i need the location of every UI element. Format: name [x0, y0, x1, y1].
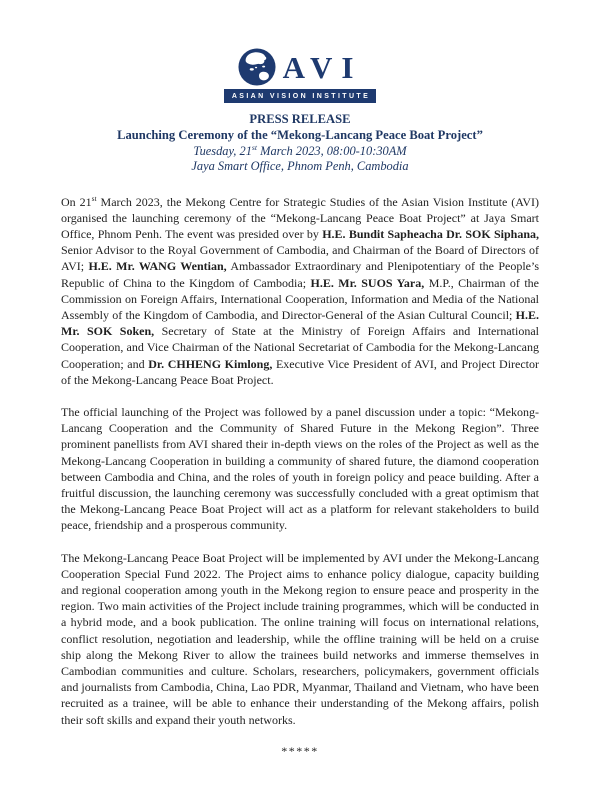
- event-venue: Jaya Smart Office, Phnom Penh, Cambodia: [191, 158, 409, 173]
- paragraph-panel-discussion: The official launching of the Project was followed by a panel discussion under a topic: “Mekong-Lancang Cooperation and the Community of Shared Future in the Mekong Region”. Three prominent panellists from AVI shared their in-depth views on the roles of the Project as well as the Mekong-Lancang Cooperation in building a community of shared future, the diamond cooperation between Cambodia and China, and the roles of youth in foreign policy and peace building. After a fruitful discussion, the launching ceremony was successfully concluded with a great optimism that the Mekong-Lancang Peace Boat Project will act as a platform for relevant stakeholders to build peace, friendship and a prosperous community.: [61, 404, 539, 533]
- logo-row: [238, 48, 363, 86]
- logo-banner-text: ASIAN VISION INSTITUTE: [224, 89, 376, 103]
- event-datetime: Tuesday, 21st March 2023, 08:00-10:30AM: [193, 142, 407, 158]
- document-body: [61, 194, 539, 759]
- end-of-release-mark: *****: [281, 743, 319, 758]
- logo-acronym: AVI: [282, 49, 363, 85]
- press-release-heading: PRESS RELEASE: [249, 111, 351, 126]
- document-header: [61, 48, 539, 174]
- avi-logo: [224, 48, 376, 103]
- paragraph-project-details: The Mekong-Lancang Peace Boat Project will be implemented by AVI under the Mekong-Lancang Cooperation Special Fund 2022. The Project aims to enhance policy dialogue, capacity building and regional cooperation among youth in the Mekong region to ensure peace and prosperity in the region. Two main activities of the Project include training programmes, which will be conducted in a hybrid mode, and a book publication. The online training will focus on international relations, conflict resolution, negotiation and leadership, while the offline training will be held on a cruise ship along the Mekong River to allow the trainees build networks and immerse themselves in Cambodian communities and culture. Scholars, researchers, policymakers, government officials and journalists from Cambodia, China, Lao PDR, Myanmar, Thailand and Vietnam, who have been recruited as a trainee, will be able to enhance their understanding of the Mekong affairs, polish their soft skills and expand their youth networks.: [61, 550, 539, 727]
- paragraph-opening: On 21st March 2023, the Mekong Centre for Strategic Studies of the Asian Vision Institute (AVI) organised the launching ceremony of the “Mekong-Lancang Peace Boat Project” at Jaya Smart Office, Phnom Penh. The event was presided over by H.E. Bundit Sapheacha Dr. SOK Siphana, Senior Advisor to the Royal Government of Cambodia, and Chairman of the Board of Directors of AVI; H.E. Mr. WANG Wentian, Ambassador Extraordinary and Plenipotentiary of the People’s Republic of China to the Kingdom of Cambodia; H.E. Mr. SUOS Yara, M.P., Chairman of the Commission on Foreign Affairs, International Cooperation, Information and Media of the National Assembly of the Kingdom of Cambodia, and Director-General of the Asian Cultural Council; H.E. Mr. SOK Soken, Secretary of State at the Ministry of Foreign Affairs and International Cooperation, and Vice Chairman of the National Secretariat of Cambodia for the Mekong-Lancang Cooperation; and Dr. CHHENG Kimlong, Executive Vice President of AVI, and Project Director of the Mekong-Lancang Peace Boat Project.: [61, 193, 540, 387]
- event-title: Launching Ceremony of the “Mekong-Lancang Peace Boat Project”: [117, 127, 483, 142]
- globe-icon: [238, 48, 276, 86]
